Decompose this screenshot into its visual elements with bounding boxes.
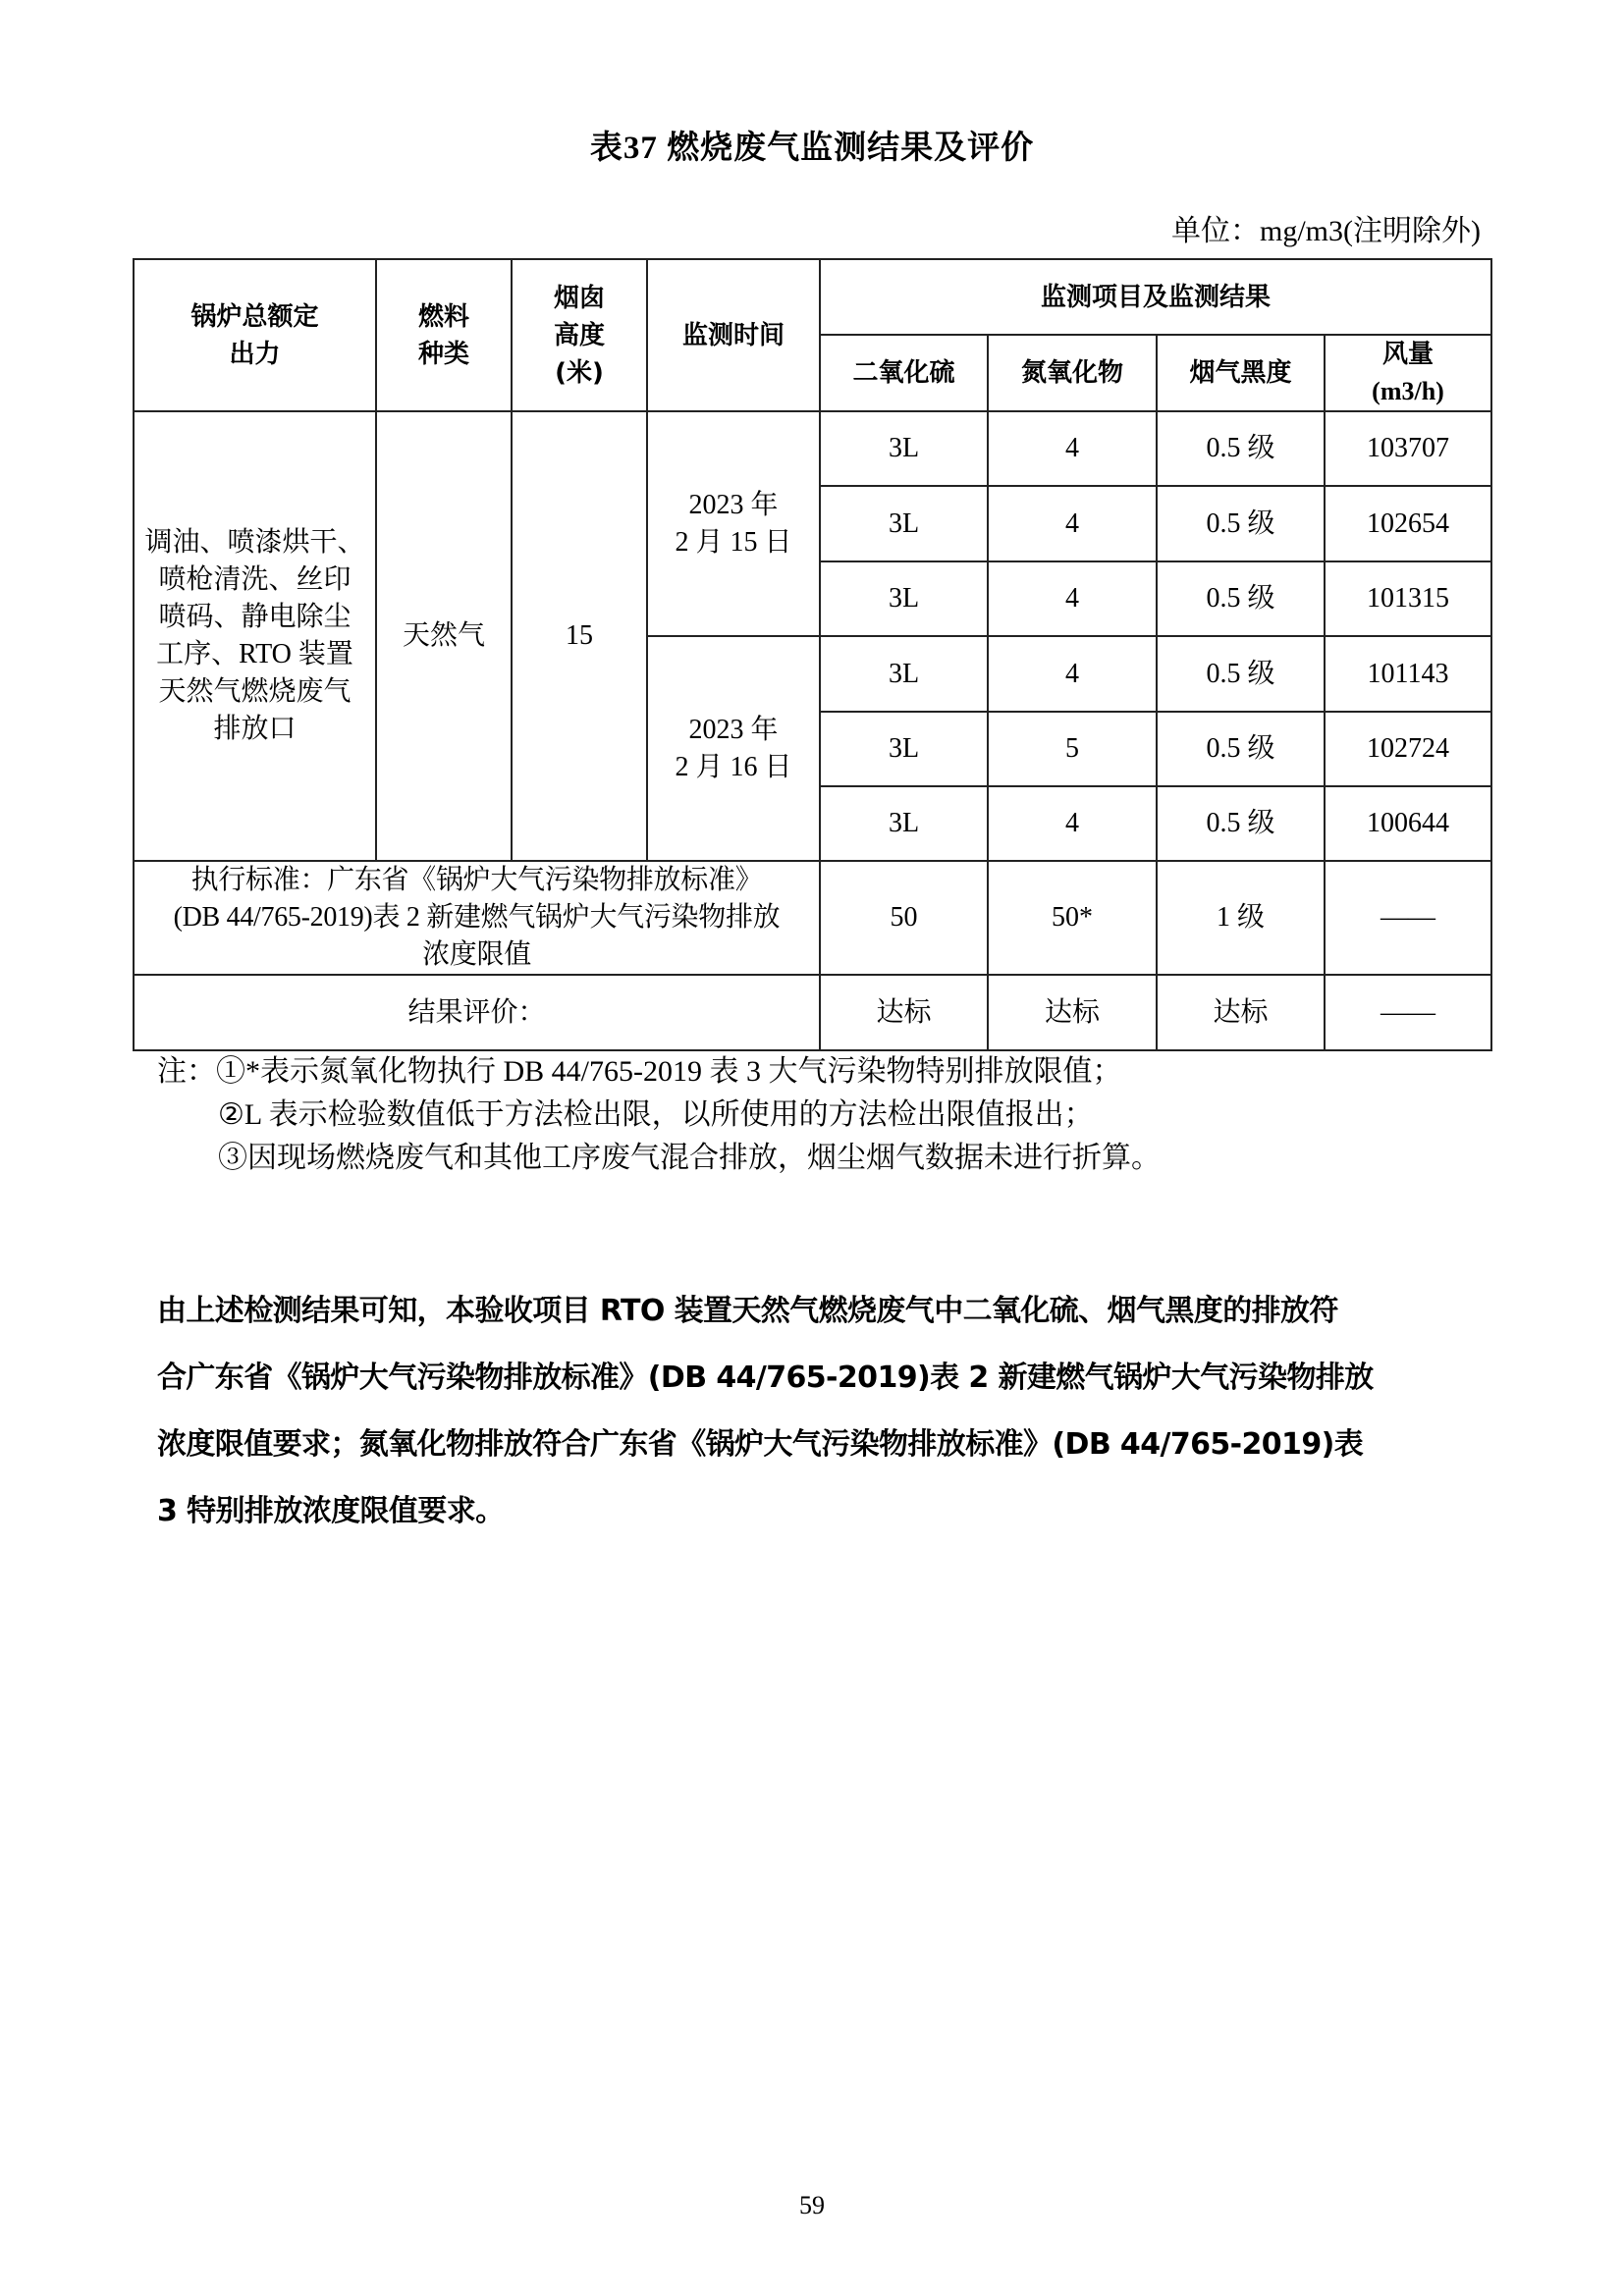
airflow-cell: 101315 [1325, 561, 1491, 636]
paragraph-line: 合广东省《锅炉大气污染物排放标准》(DB 44/765-2019)表 2 新建燃气锅炉大气污染物排放 [157, 1361, 1374, 1395]
airflow-cell: 102654 [1325, 486, 1491, 561]
so2-cell: 3L [820, 786, 988, 861]
date-cell: 2023 年 2 月 15 日 [647, 411, 820, 636]
so2-cell: 3L [820, 411, 988, 486]
evaluation-blackness: 达标 [1157, 975, 1325, 1050]
so2-cell: 3L [820, 486, 988, 561]
paragraph-line: 浓度限值要求；氮氧化物排放符合广东省《锅炉大气污染物排放标准》(DB 44/765-2019)表 [157, 1427, 1364, 1462]
so2-cell: 3L [820, 636, 988, 712]
unit-label: 单位：mg/m3(注明除外) [1171, 215, 1481, 247]
blackness-cell: 0.5 级 [1157, 561, 1325, 636]
standard-blackness: 1 级 [1157, 861, 1325, 975]
header-time: 监测时间 [647, 259, 820, 411]
header-nox: 氮氧化物 [988, 335, 1157, 411]
table-row [134, 411, 1491, 486]
standard-row [134, 861, 1491, 975]
fuel-cell: 天然气 [376, 411, 512, 861]
paragraph-line: 由上述检测结果可知，本验收项目 RTO 装置天然气燃烧废气中二氧化硫、烟气黑度的排放符 [157, 1294, 1338, 1328]
monitoring-results-table [133, 258, 1492, 1051]
header-fuel: 燃料 种类 [376, 259, 512, 411]
nox-cell: 4 [988, 636, 1157, 712]
airflow-cell: 101143 [1325, 636, 1491, 712]
so2-cell: 3L [820, 561, 988, 636]
header-airflow: 风量 (m3/h) [1325, 335, 1491, 411]
header-stack-height: 烟囱 高度 (米) [512, 259, 647, 411]
table-title: 表37 燃烧废气监测结果及评价 [589, 131, 1035, 166]
evaluation-airflow: —— [1325, 975, 1491, 1050]
evaluation-row [134, 975, 1491, 1050]
header-group: 监测项目及监测结果 [820, 259, 1491, 335]
note-3: ③因现场燃烧废气和其他工序废气混合排放，烟尘烟气数据未进行折算。 [218, 1142, 1161, 1174]
header-blackness: 烟气黑度 [1157, 335, 1325, 411]
airflow-cell: 103707 [1325, 411, 1491, 486]
blackness-cell: 0.5 级 [1157, 636, 1325, 712]
standard-airflow: —— [1325, 861, 1491, 975]
airflow-cell: 102724 [1325, 712, 1491, 786]
stack-height-cell: 15 [512, 411, 647, 861]
conclusion-paragraph [157, 1278, 1483, 1545]
nox-cell: 4 [988, 786, 1157, 861]
note-2: ②L 表示检验数值低于方法检出限，以所使用的方法检出限值报出； [218, 1098, 1094, 1131]
so2-cell: 3L [820, 712, 988, 786]
source-cell: 调油、喷漆烘干、 喷枪清洗、丝印 喷码、静电除尘 工序、RTO 装置 天然气燃烧废气 排放口 [134, 411, 376, 861]
page-number: 59 [799, 2191, 825, 2219]
standard-label: 执行标准：广东省《锅炉大气污染物排放标准》 (DB 44/765-2019)表 2 新建燃气锅炉大气污染物排放 浓度限值 [134, 861, 820, 975]
evaluation-so2: 达标 [820, 975, 988, 1050]
nox-cell: 4 [988, 486, 1157, 561]
nox-cell: 5 [988, 712, 1157, 786]
table-notes [157, 1050, 1161, 1180]
airflow-cell: 100644 [1325, 786, 1491, 861]
standard-so2: 50 [820, 861, 988, 975]
evaluation-label: 结果评价： [134, 975, 820, 1050]
blackness-cell: 0.5 级 [1157, 786, 1325, 861]
note-1: 注：①*表示氮氧化物执行 DB 44/765-2019 表 3 大气污染物特别排放限值； [157, 1055, 1122, 1088]
blackness-cell: 0.5 级 [1157, 411, 1325, 486]
standard-nox: 50* [988, 861, 1157, 975]
header-so2: 二氧化硫 [820, 335, 988, 411]
paragraph-line: 3 特别排放浓度限值要求。 [157, 1494, 505, 1528]
date-cell: 2023 年 2 月 16 日 [647, 636, 820, 861]
blackness-cell: 0.5 级 [1157, 486, 1325, 561]
nox-cell: 4 [988, 411, 1157, 486]
blackness-cell: 0.5 级 [1157, 712, 1325, 786]
evaluation-nox: 达标 [988, 975, 1157, 1050]
header-capacity: 锅炉总额定 出力 [134, 259, 376, 411]
nox-cell: 4 [988, 561, 1157, 636]
